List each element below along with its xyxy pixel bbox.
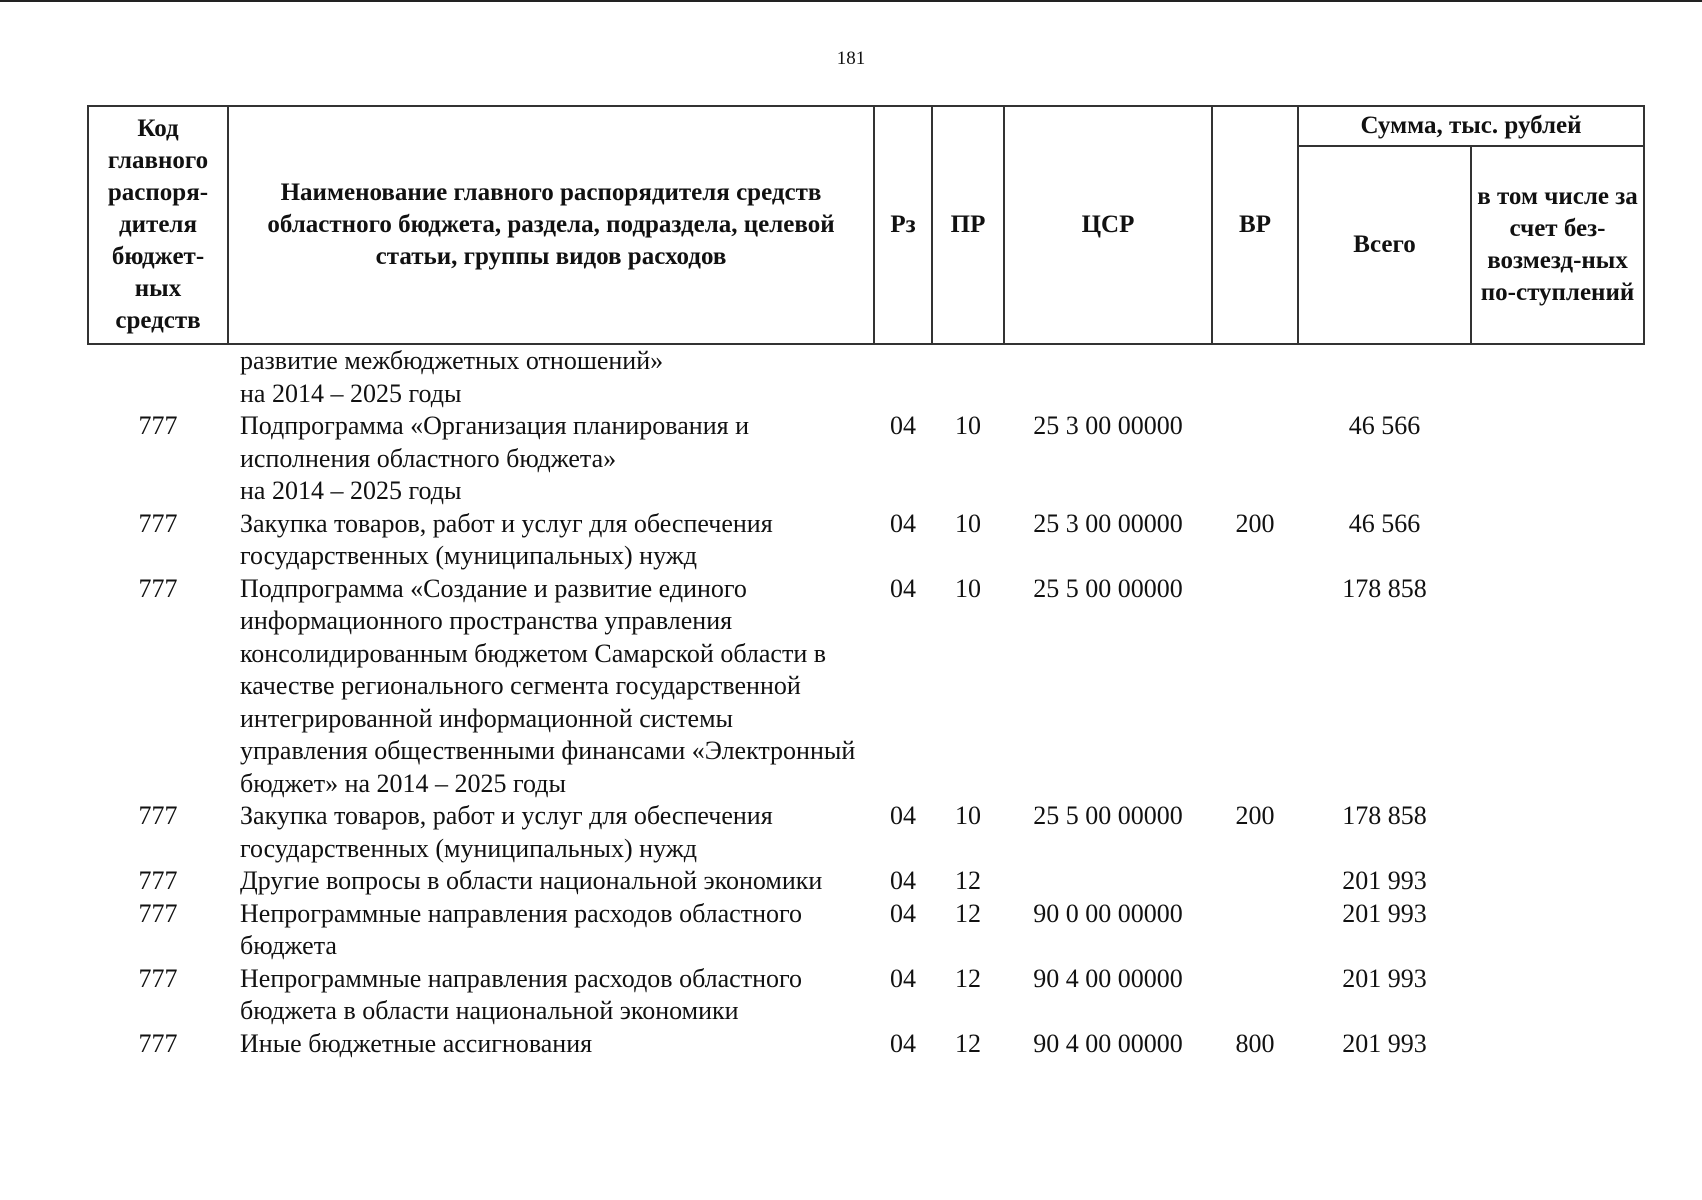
table-row xyxy=(88,410,1644,508)
row-vr xyxy=(1212,344,1298,410)
row-name: развитие межбюджетных отношений» на 2014 – 2025 годы xyxy=(240,346,664,408)
row-csr: 25 3 00 00000 xyxy=(1033,411,1183,440)
row-pr: 10 xyxy=(955,801,981,830)
table-row xyxy=(88,508,1644,573)
row-name: Другие вопросы в области национальной экономики xyxy=(240,866,823,895)
row-vr xyxy=(1212,898,1298,963)
row-csr: 25 5 00 00000 xyxy=(1033,801,1183,830)
row-free xyxy=(1471,865,1644,898)
row-pr: 10 xyxy=(955,411,981,440)
table-body xyxy=(88,344,1644,1060)
row-free xyxy=(1471,573,1644,801)
row-code: 777 xyxy=(138,963,178,993)
row-total: 201 993 xyxy=(1342,866,1427,895)
row-code: 777 xyxy=(138,898,178,928)
header-name: Наименование главного распорядителя средств областного бюджета, раздела, подраздела, целевой статьи, группы видов расходов xyxy=(228,106,874,344)
row-name: Подпрограмма «Создание и развитие единого информационного пространства управления консолидированным бюджетом Самарской области в качестве регионального сегмента государственной интегрированной информационной системы управления общественными финансами «Электронный бюджет» на 2014 – 2025 годы xyxy=(240,573,856,798)
row-rz: 04 xyxy=(890,1028,916,1058)
table-row xyxy=(88,1028,1644,1061)
row-total: 46 566 xyxy=(1348,411,1421,440)
row-vr: 800 xyxy=(1235,1028,1275,1058)
row-rz: 04 xyxy=(890,801,916,830)
page-number: 181 xyxy=(836,48,866,69)
row-vr xyxy=(1212,573,1298,801)
row-total: 201 993 xyxy=(1342,898,1427,928)
row-rz xyxy=(874,344,932,410)
table-row xyxy=(88,898,1644,963)
row-pr: 12 xyxy=(955,898,981,928)
table-row xyxy=(88,800,1644,865)
table-row xyxy=(88,344,1644,410)
header-free: в том числе за счет без-возмезд-ных по-ступлений xyxy=(1471,146,1644,344)
row-csr: 90 0 00 00000 xyxy=(1033,898,1183,928)
row-total xyxy=(1298,344,1471,410)
row-code: 777 xyxy=(138,801,178,830)
row-free xyxy=(1471,508,1644,573)
row-code: 777 xyxy=(138,866,178,895)
header-total: Всего xyxy=(1298,146,1471,344)
row-total: 201 993 xyxy=(1342,963,1427,993)
row-free xyxy=(1471,898,1644,963)
row-vr xyxy=(1212,410,1298,508)
row-csr: 25 5 00 00000 xyxy=(1033,573,1183,603)
row-name: Иные бюджетные ассигнования xyxy=(240,1028,593,1058)
table-row xyxy=(88,865,1644,898)
row-total: 178 858 xyxy=(1342,573,1427,603)
row-name: Подпрограмма «Организация планирования и исполнения областного бюджета» на 2014 – 2025 годы xyxy=(240,411,749,505)
table-row xyxy=(88,573,1644,801)
row-vr: 200 xyxy=(1235,801,1275,830)
row-rz: 04 xyxy=(890,898,916,928)
header-pr: ПР xyxy=(932,106,1004,344)
row-code: 777 xyxy=(138,573,178,603)
row-pr: 12 xyxy=(955,1028,981,1058)
row-total: 201 993 xyxy=(1342,1028,1427,1058)
row-total: 178 858 xyxy=(1342,801,1427,830)
row-code: 777 xyxy=(138,1028,178,1058)
row-name: Непрограммные направления расходов областного бюджета в области национальной экономики xyxy=(240,963,802,1025)
row-rz: 04 xyxy=(890,866,916,895)
row-free xyxy=(1471,963,1644,1028)
row-name: Закупка товаров, работ и услуг для обеспечения государственных (муниципальных) нужд xyxy=(240,801,773,863)
row-rz: 04 xyxy=(890,508,916,538)
row-vr: 200 xyxy=(1235,508,1275,538)
row-code xyxy=(88,344,228,410)
row-code: 777 xyxy=(138,508,178,538)
row-pr: 10 xyxy=(955,508,981,538)
row-free xyxy=(1471,344,1644,410)
row-csr: 25 3 00 00000 xyxy=(1033,508,1183,538)
table-header xyxy=(88,106,1644,344)
row-free xyxy=(1471,1028,1644,1061)
table-row xyxy=(88,963,1644,1028)
row-pr: 12 xyxy=(955,866,981,895)
row-csr: 90 4 00 00000 xyxy=(1033,1028,1183,1058)
header-vr: ВР xyxy=(1212,106,1298,344)
header-rz: Рз xyxy=(874,106,932,344)
row-rz: 04 xyxy=(890,411,916,440)
row-name: Закупка товаров, работ и услуг для обеспечения государственных (муниципальных) нужд xyxy=(240,508,773,570)
row-rz: 04 xyxy=(890,963,916,993)
row-csr xyxy=(1004,865,1212,898)
header-sum: Сумма, тыс. рублей xyxy=(1298,106,1644,146)
row-name: Непрограммные направления расходов областного бюджета xyxy=(240,898,802,960)
row-csr xyxy=(1004,344,1212,410)
row-vr xyxy=(1212,963,1298,1028)
row-total: 46 566 xyxy=(1348,508,1421,538)
row-free xyxy=(1471,800,1644,865)
row-pr: 10 xyxy=(955,573,981,603)
row-vr xyxy=(1212,865,1298,898)
row-code: 777 xyxy=(138,411,178,440)
row-pr xyxy=(932,344,1004,410)
row-free xyxy=(1471,410,1644,508)
budget-table xyxy=(87,105,1645,1060)
row-pr: 12 xyxy=(955,963,981,993)
row-rz: 04 xyxy=(890,573,916,603)
row-csr: 90 4 00 00000 xyxy=(1033,963,1183,993)
header-code: Код главного распоря-дителя бюджет-ных средств xyxy=(88,106,228,344)
header-csr: ЦСР xyxy=(1004,106,1212,344)
top-rule xyxy=(0,0,1702,2)
